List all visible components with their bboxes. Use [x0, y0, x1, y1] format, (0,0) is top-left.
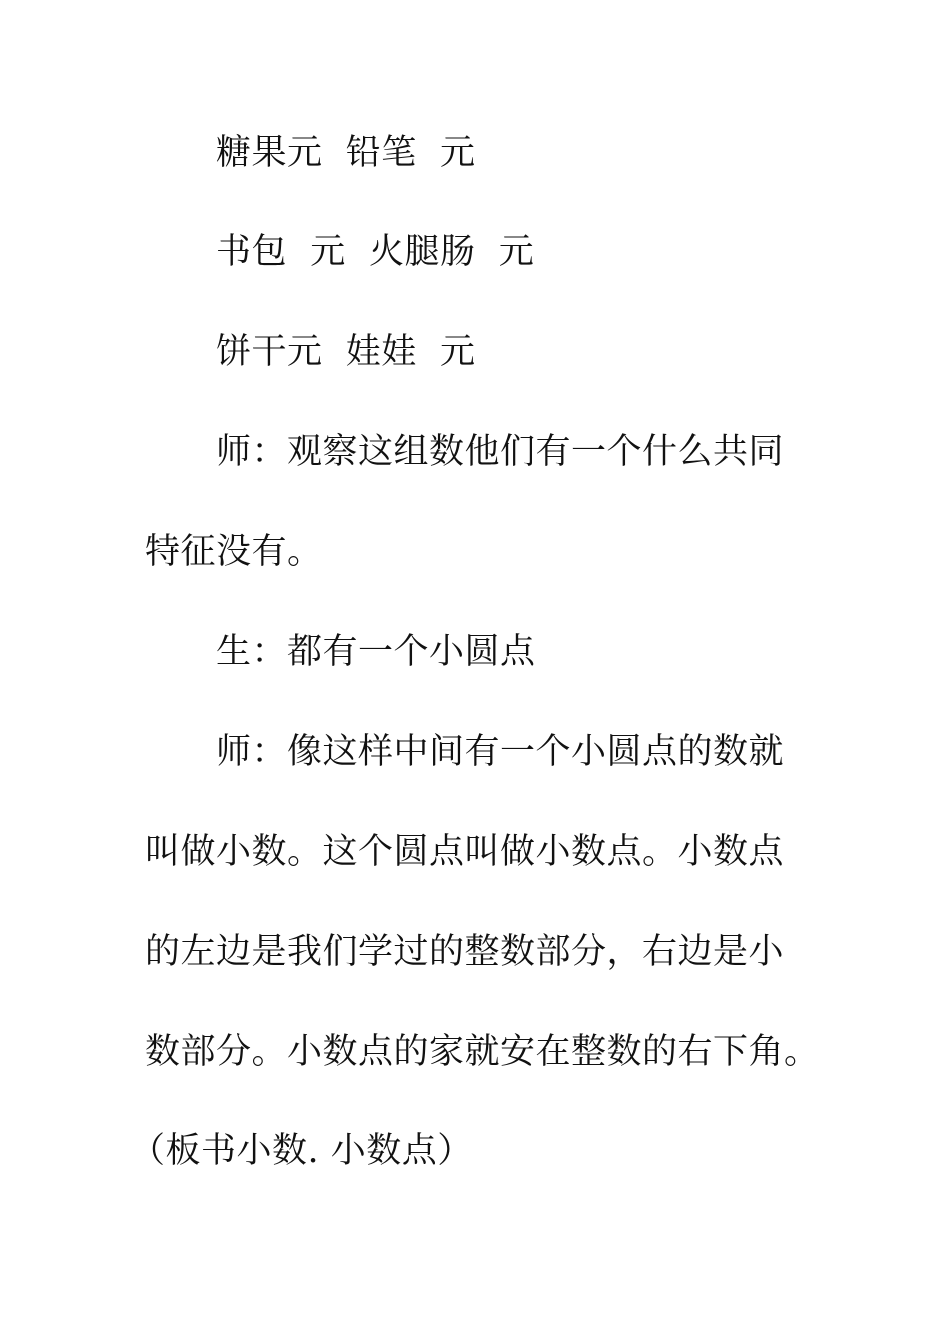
teacher-explanation-line-2: 叫做小数。这个圆点叫做小数点。小数点 [145, 832, 785, 872]
blackboard-note-line: （板书小数. 小数点） [130, 1131, 473, 1171]
student-answer-line: 生：都有一个小圆点 [216, 632, 536, 672]
teacher-question-line-1: 师：观察这组数他们有一个什么共同 [216, 432, 785, 472]
teacher-explanation-line-1: 师：像这样中间有一个小圆点的数就 [216, 732, 785, 772]
price-line-biscuit-doll: 饼干元 娃娃 元 [216, 332, 476, 372]
price-line-bag-ham: 书包 元 火腿肠 元 [216, 232, 535, 272]
teacher-explanation-line-3: 的左边是我们学过的整数部分，右边是小 [145, 932, 785, 972]
teacher-question-line-2: 特征没有。 [145, 532, 323, 572]
teacher-explanation-line-4: 数部分。小数点的家就安在整数的右下角。 [145, 1032, 820, 1072]
price-line-candy-pencil: 糖果元 铅笔 元 [216, 133, 476, 173]
